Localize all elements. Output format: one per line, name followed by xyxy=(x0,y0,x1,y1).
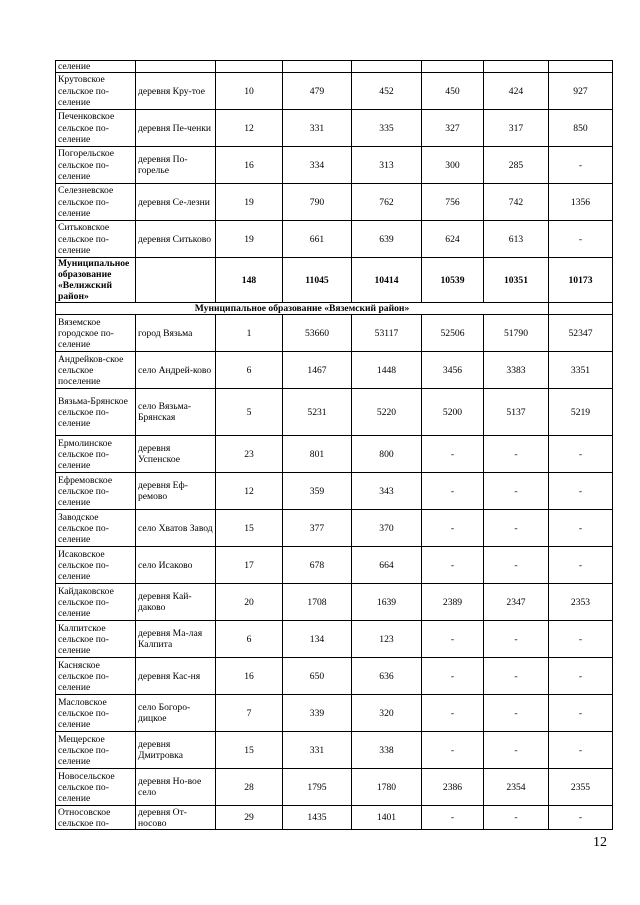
value-cell: 10173 xyxy=(549,258,613,303)
total-row xyxy=(56,258,613,303)
center-name-cell: город Вязьма xyxy=(136,315,216,352)
settlement-name-cell: Заводское сельское по-селение xyxy=(56,510,136,547)
center-name-cell: село Хватов Завод xyxy=(136,510,216,547)
value-cell: 20 xyxy=(216,584,283,621)
settlement-name-cell: Калпитское сельское по-селение xyxy=(56,621,136,658)
value-cell: - xyxy=(484,695,549,732)
value-cell: 2386 xyxy=(422,769,484,806)
value-cell: 6 xyxy=(216,352,283,389)
value-cell: 2355 xyxy=(549,769,613,806)
center-name-cell: деревня По-горелье xyxy=(136,147,216,184)
center-name-cell: село Андрей-ково xyxy=(136,352,216,389)
settlement-name-cell: селение xyxy=(56,61,136,73)
value-cell: 450 xyxy=(422,73,484,110)
value-cell: - xyxy=(484,806,549,830)
value-cell: 636 xyxy=(352,658,422,695)
settlement-name-cell: Исаковское сельское по-селение xyxy=(56,547,136,584)
value-cell: 17 xyxy=(216,547,283,584)
value-cell: - xyxy=(549,695,613,732)
settlement-name-cell: Муниципальное образование «Велижский район» xyxy=(56,258,136,303)
table-body xyxy=(56,61,613,830)
settlement-name-cell: Новосельское сельское по-селение xyxy=(56,769,136,806)
value-cell: 624 xyxy=(422,221,484,258)
value-cell: 762 xyxy=(352,184,422,221)
value-cell: - xyxy=(549,658,613,695)
value-cell: 1795 xyxy=(283,769,352,806)
value-cell: - xyxy=(484,473,549,510)
value-cell: 639 xyxy=(352,221,422,258)
settlement-name-cell: Крутовское сельское по-селение xyxy=(56,73,136,110)
value-cell: 134 xyxy=(283,621,352,658)
settlement-name-cell: Печенковское сельское по-селение xyxy=(56,110,136,147)
center-name-cell xyxy=(136,61,216,73)
value-cell: 1780 xyxy=(352,769,422,806)
value-cell: 1401 xyxy=(352,806,422,830)
value-cell: - xyxy=(484,621,549,658)
value-cell: 5137 xyxy=(484,389,549,436)
table-row xyxy=(56,221,613,258)
value-cell: 5 xyxy=(216,389,283,436)
value-cell: 52506 xyxy=(422,315,484,352)
value-cell: 10539 xyxy=(422,258,484,303)
value-cell xyxy=(352,61,422,73)
value-cell: 1708 xyxy=(283,584,352,621)
value-cell: 2354 xyxy=(484,769,549,806)
settlement-name-cell: Мещерское сельское по-селение xyxy=(56,732,136,769)
value-cell: 19 xyxy=(216,221,283,258)
table-row xyxy=(56,184,613,221)
center-name-cell: деревня Но-вое село xyxy=(136,769,216,806)
value-cell: - xyxy=(549,732,613,769)
value-cell: 661 xyxy=(283,221,352,258)
value-cell: 29 xyxy=(216,806,283,830)
center-name-cell: село Богоро-дицкое xyxy=(136,695,216,732)
value-cell: 5220 xyxy=(352,389,422,436)
table-row xyxy=(56,61,613,73)
value-cell: - xyxy=(549,547,613,584)
value-cell: 650 xyxy=(283,658,352,695)
value-cell: 359 xyxy=(283,473,352,510)
value-cell: 2347 xyxy=(484,584,549,621)
value-cell: - xyxy=(484,547,549,584)
value-cell: 6 xyxy=(216,621,283,658)
value-cell: - xyxy=(422,695,484,732)
value-cell: 327 xyxy=(422,110,484,147)
table-row xyxy=(56,147,613,184)
settlement-name-cell: Ситьковское сельское по-селение xyxy=(56,221,136,258)
value-cell: - xyxy=(422,732,484,769)
value-cell: 28 xyxy=(216,769,283,806)
value-cell: 5200 xyxy=(422,389,484,436)
settlement-name-cell: Селезневское сельское по-селение xyxy=(56,184,136,221)
value-cell: 335 xyxy=(352,110,422,147)
table-row xyxy=(56,547,613,584)
center-name-cell: деревня Дмитровка xyxy=(136,732,216,769)
value-cell: 16 xyxy=(216,658,283,695)
section-header-row xyxy=(56,303,613,315)
value-cell: 23 xyxy=(216,436,283,473)
value-cell xyxy=(549,61,613,73)
value-cell: 313 xyxy=(352,147,422,184)
center-name-cell: деревня Се-лезни xyxy=(136,184,216,221)
settlement-name-cell: Ермолинское сельское по-селение xyxy=(56,436,136,473)
settlement-name-cell: Погорельское сельское по-селение xyxy=(56,147,136,184)
value-cell: 7 xyxy=(216,695,283,732)
table-row xyxy=(56,806,613,830)
value-cell: - xyxy=(549,221,613,258)
table-row xyxy=(56,473,613,510)
value-cell: 10414 xyxy=(352,258,422,303)
center-name-cell: деревня Пе-ченки xyxy=(136,110,216,147)
value-cell: 756 xyxy=(422,184,484,221)
value-cell: 5219 xyxy=(549,389,613,436)
value-cell xyxy=(422,61,484,73)
table-cell xyxy=(549,303,613,315)
value-cell: 3456 xyxy=(422,352,484,389)
value-cell: 148 xyxy=(216,258,283,303)
center-name-cell: деревня Ситьково xyxy=(136,221,216,258)
value-cell: 285 xyxy=(484,147,549,184)
value-cell: 52347 xyxy=(549,315,613,352)
value-cell: 1435 xyxy=(283,806,352,830)
value-cell: - xyxy=(549,806,613,830)
value-cell: 343 xyxy=(352,473,422,510)
value-cell: - xyxy=(422,547,484,584)
value-cell: 5231 xyxy=(283,389,352,436)
settlement-name-cell: Андрейков-ское сельское поселение xyxy=(56,352,136,389)
value-cell: 123 xyxy=(352,621,422,658)
section-title: Муниципальное образование «Вяземский район» xyxy=(56,303,549,315)
table-row xyxy=(56,73,613,110)
value-cell: 12 xyxy=(216,110,283,147)
table-row xyxy=(56,695,613,732)
value-cell: 452 xyxy=(352,73,422,110)
settlement-name-cell: Ефремовское сельское по-селение xyxy=(56,473,136,510)
value-cell: - xyxy=(422,510,484,547)
value-cell: 51790 xyxy=(484,315,549,352)
table-row xyxy=(56,352,613,389)
center-name-cell: деревня От-носово xyxy=(136,806,216,830)
value-cell: 317 xyxy=(484,110,549,147)
value-cell: - xyxy=(422,621,484,658)
value-cell: 339 xyxy=(283,695,352,732)
value-cell: - xyxy=(549,436,613,473)
value-cell: 338 xyxy=(352,732,422,769)
table-row xyxy=(56,584,613,621)
center-name-cell: село Вязьма-Брянская xyxy=(136,389,216,436)
value-cell: 1 xyxy=(216,315,283,352)
settlement-name-cell: Касняское сельское по-селение xyxy=(56,658,136,695)
value-cell: 742 xyxy=(484,184,549,221)
value-cell: - xyxy=(549,473,613,510)
table-row xyxy=(56,436,613,473)
value-cell: 3351 xyxy=(549,352,613,389)
table-row xyxy=(56,769,613,806)
center-name-cell: деревня Кру-тое xyxy=(136,73,216,110)
center-name-cell: деревня Ма-лая Калпита xyxy=(136,621,216,658)
value-cell: - xyxy=(484,436,549,473)
value-cell: 334 xyxy=(283,147,352,184)
table-row xyxy=(56,621,613,658)
table-row xyxy=(56,658,613,695)
table-row xyxy=(56,315,613,352)
value-cell: 3383 xyxy=(484,352,549,389)
settlement-name-cell: Относовское сельское по- xyxy=(56,806,136,830)
value-cell: 10 xyxy=(216,73,283,110)
center-name-cell: деревня Кас-ня xyxy=(136,658,216,695)
value-cell: 424 xyxy=(484,73,549,110)
value-cell: - xyxy=(484,510,549,547)
value-cell: 300 xyxy=(422,147,484,184)
population-table xyxy=(55,60,613,830)
value-cell: 10351 xyxy=(484,258,549,303)
value-cell xyxy=(283,61,352,73)
value-cell: 1467 xyxy=(283,352,352,389)
value-cell: - xyxy=(422,658,484,695)
page-number: 12 xyxy=(593,835,607,850)
value-cell: - xyxy=(549,510,613,547)
value-cell xyxy=(484,61,549,73)
center-name-cell: деревня Еф-ремово xyxy=(136,473,216,510)
settlement-name-cell: Кайдаковское сельское по-селение xyxy=(56,584,136,621)
value-cell: 1448 xyxy=(352,352,422,389)
value-cell: - xyxy=(484,732,549,769)
value-cell: 11045 xyxy=(283,258,352,303)
table-row xyxy=(56,510,613,547)
center-name-cell: деревня Кай-даково xyxy=(136,584,216,621)
value-cell xyxy=(216,61,283,73)
value-cell: 479 xyxy=(283,73,352,110)
value-cell: 16 xyxy=(216,147,283,184)
value-cell: 53117 xyxy=(352,315,422,352)
value-cell: 678 xyxy=(283,547,352,584)
value-cell: - xyxy=(422,473,484,510)
value-cell: 2389 xyxy=(422,584,484,621)
value-cell: 801 xyxy=(283,436,352,473)
table-row xyxy=(56,110,613,147)
value-cell: - xyxy=(422,436,484,473)
value-cell: 664 xyxy=(352,547,422,584)
table-row xyxy=(56,389,613,436)
value-cell: - xyxy=(422,806,484,830)
value-cell: 12 xyxy=(216,473,283,510)
value-cell: 850 xyxy=(549,110,613,147)
center-name-cell: село Исаково xyxy=(136,547,216,584)
value-cell: 790 xyxy=(283,184,352,221)
value-cell: 15 xyxy=(216,510,283,547)
settlement-name-cell: Вяземское городское по-селение xyxy=(56,315,136,352)
value-cell: 1639 xyxy=(352,584,422,621)
value-cell: - xyxy=(549,621,613,658)
value-cell: 1356 xyxy=(549,184,613,221)
value-cell: 613 xyxy=(484,221,549,258)
center-name-cell: деревня Успенское xyxy=(136,436,216,473)
value-cell: - xyxy=(484,658,549,695)
value-cell: 320 xyxy=(352,695,422,732)
table-row xyxy=(56,732,613,769)
value-cell: 377 xyxy=(283,510,352,547)
value-cell: 331 xyxy=(283,110,352,147)
value-cell: 2353 xyxy=(549,584,613,621)
center-name-cell xyxy=(136,258,216,303)
value-cell: - xyxy=(549,147,613,184)
settlement-name-cell: Вязьма-Брянское сельское по-селение xyxy=(56,389,136,436)
value-cell: 331 xyxy=(283,732,352,769)
value-cell: 15 xyxy=(216,732,283,769)
value-cell: 927 xyxy=(549,73,613,110)
value-cell: 53660 xyxy=(283,315,352,352)
value-cell: 370 xyxy=(352,510,422,547)
value-cell: 800 xyxy=(352,436,422,473)
value-cell: 19 xyxy=(216,184,283,221)
settlement-name-cell: Масловское сельское по-селение xyxy=(56,695,136,732)
